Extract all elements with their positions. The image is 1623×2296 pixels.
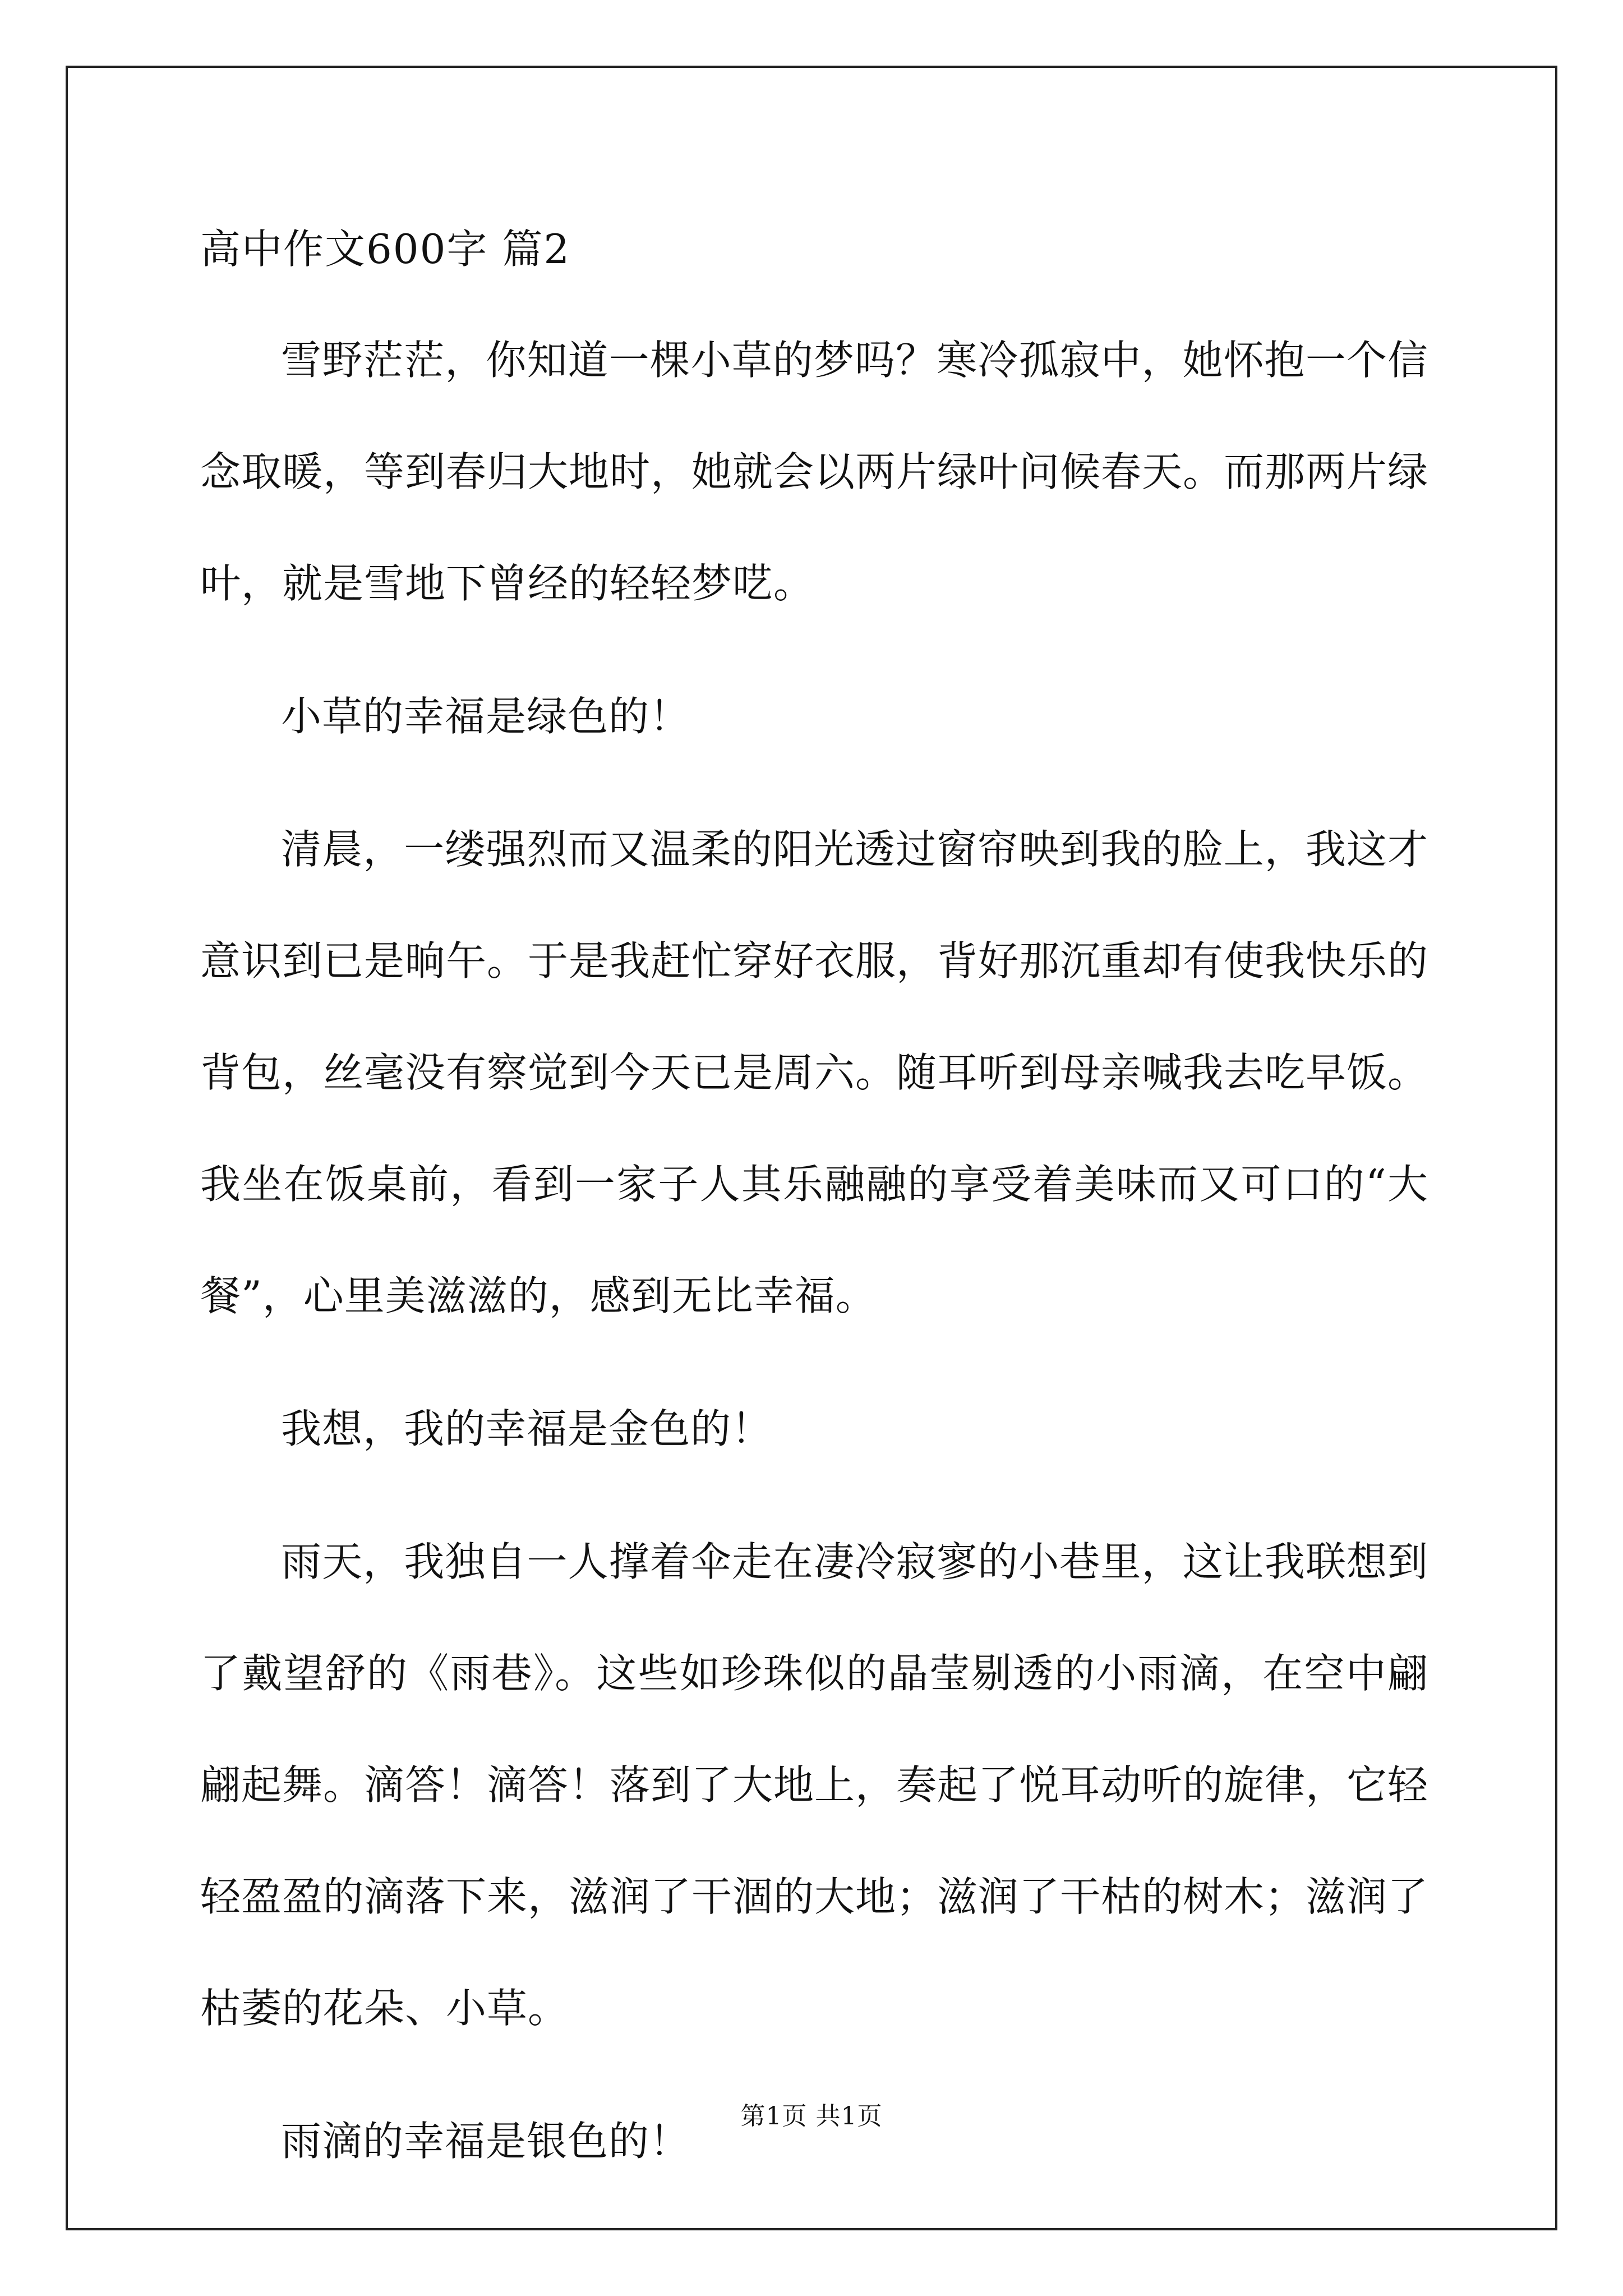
- page-footer: 第1页 共1页: [740, 2102, 883, 2131]
- paragraph-1: 雪野茫茫，你知道一棵小草的梦吗？寒冷孤寂中，她怀抱一个信念取暖，等到春归大地时，她就会以两片绿叶问候春天。而那两片绿叶，就是雪地下曾经的轻轻梦呓。: [200, 337, 1429, 607]
- paragraph-5: 雨天，我独自一人撑着伞走在凄冷寂寥的小巷里，这让我联想到了戴望舒的《雨巷》。这些如珍珠似的晶莹剔透的小雨滴，在空中翩翩起舞。滴答！滴答！落到了大地上，奏起了悦耳动听的旋律，它轻轻盈盈的滴落下来，滋润了干涸的大地；滋润了干枯的树木；滋润了枯萎的花朵、小草。: [200, 1538, 1429, 2032]
- document-title: 高中作文600字 篇2: [200, 226, 571, 273]
- paragraph-4: 我想，我的幸福是金色的！: [281, 1405, 773, 1452]
- paragraph-3: 清晨，一缕强烈而又温柔的阳光透过窗帘映到我的脸上，我这才意识到已是晌午。于是我赶忙穿好衣服，背好那沉重却有使我快乐的背包，丝毫没有察觉到今天已是周六。随耳听到母亲喊我去吃早饭。我坐在饭桌前，看到一家子人其乐融融的享受着美味而又可口的“大餐”，心里美滋滋的，感到无比幸福。: [200, 826, 1429, 1319]
- document-body: [200, 213, 1428, 2197]
- paragraph-2: 小草的幸福是绿色的！: [281, 693, 691, 740]
- paragraph-6: 雨滴的幸福是银色的！: [281, 2118, 691, 2165]
